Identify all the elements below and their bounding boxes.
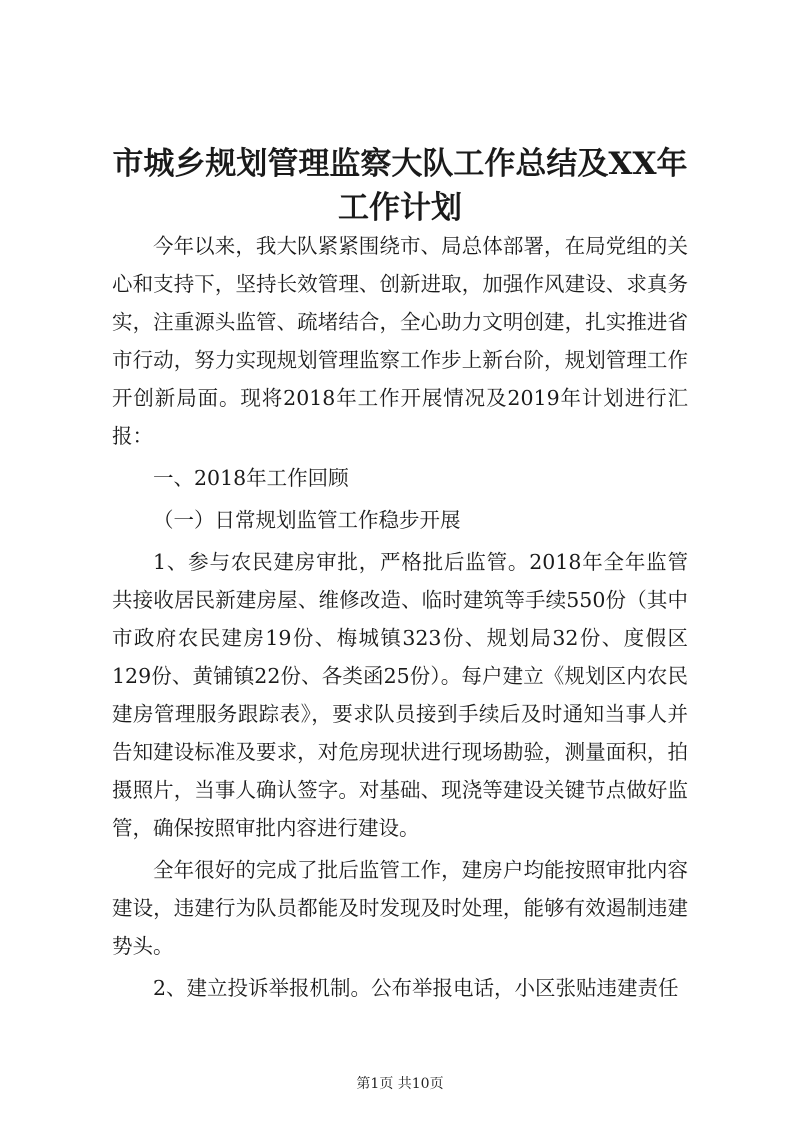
subsection-heading-daily-supervision: （一）日常规划监管工作稳步开展 xyxy=(153,508,461,532)
document-body xyxy=(112,227,688,1007)
paragraph-summary: 全年很好的完成了批后监管工作，建房户均能按照审批内容建设，违建行为队员都能及时发现及时处理，能够有效遏制违建势头。 xyxy=(112,858,688,958)
page-number: 第1页 共10页 xyxy=(356,1076,444,1092)
paragraph-item-1: 1、参与农民建房审批，严格批后监管。2018年全年监管共接收居民新建房屋、维修改造、临时建筑等手续550份（其中市政府农民建房19份、梅城镇323份、规划局32份、度假区129份、黄铺镇22份、各类函25份）。每户建立《规划区内农民建房管理服务跟踪表》，要求队员接到手续后及时通知当事人并告知建设标准及要求，对危房现状进行现场勘验，测量面积，拍摄照片，当事人确认签字。对基础、现浇等建设关键节点做好监管，确保按照审批内容进行建设。 xyxy=(112,550,688,840)
paragraph-item-2: 2、建立投诉举报机制。公布举报电话，小区张贴违建责任 xyxy=(153,976,679,1000)
section-heading-review: 一、2018年工作回顾 xyxy=(153,466,349,490)
paragraph-intro: 今年以来，我大队紧紧围绕市、局总体部署，在局党组的关心和支持下，坚持长效管理、创新进取，加强作风建设、求真务实，注重源头监管、疏堵结合，全心助力文明创建，扎实推进省市行动，努力实现规划管理监察工作步上新台阶，规划管理工作开创新局面。现将2018年工作开展情况及2019年计划进行汇报： xyxy=(112,234,688,448)
document-title: 市城乡规划管理监察大队工作总结及XX年工作计划 xyxy=(112,146,688,226)
